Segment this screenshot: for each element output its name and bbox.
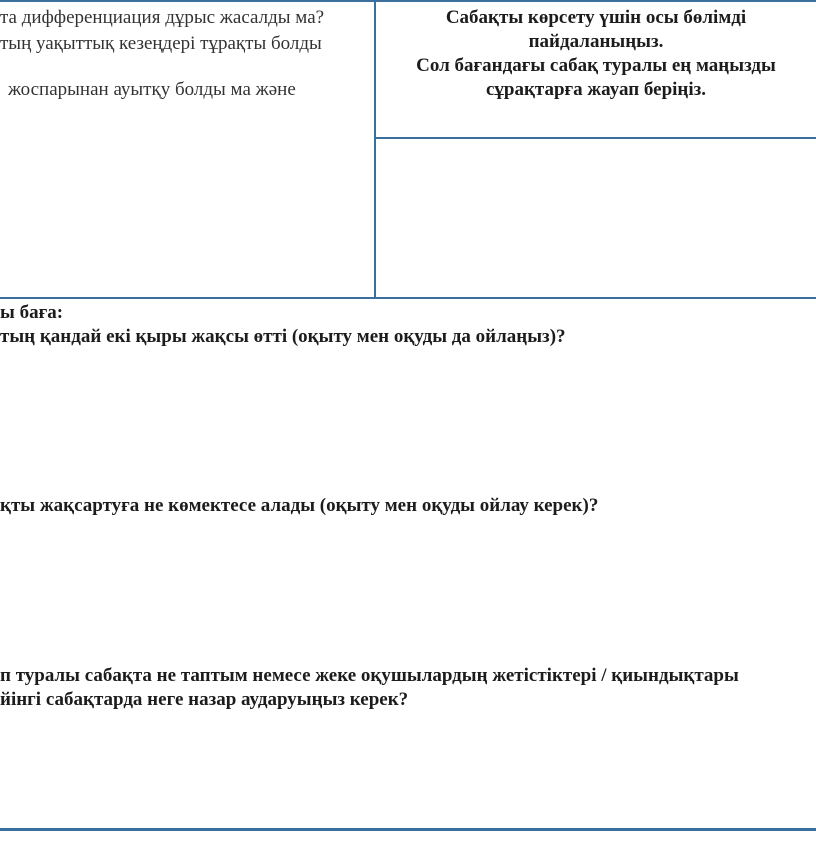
section-divider	[0, 297, 816, 299]
assessment-question-3-line-2: йінгі сабақтарда неге назар аударуыңыз керек?	[0, 689, 409, 710]
right-instruction-line-1: Сабақты көрсету үшін осы бөлімді	[445, 7, 747, 28]
reflection-question-plan: жоспарынан ауытқу болды ма және	[8, 79, 296, 100]
top-border	[0, 0, 816, 2]
reflection-question-differentiation: та дифференциация дұрыс жасалды ма?	[0, 7, 325, 28]
assessment-heading: ы баға:	[0, 302, 64, 323]
assessment-question-2: қты жақсартуға не көмектесе алады (оқыту мен оқуды ойлау керек)?	[0, 495, 599, 516]
reflection-question-time: тың уақыттық кезеңдері тұрақты болды	[0, 33, 322, 54]
right-cell-instructions	[376, 6, 816, 102]
bottom-border	[0, 828, 816, 831]
assessment-question-1: тың қандай екі қыры жақсы өтті (оқыту мен оқуды да ойлаңыз)?	[0, 326, 566, 347]
right-instruction-line-4: сұрақтарға жауап беріңіз.	[485, 79, 707, 100]
assessment-question-3-line-1: п туралы сабақта не таптым немесе жеке оқушылардың жетістіктері / қиындықтары	[0, 665, 739, 686]
right-instruction-line-2: пайдаланыңыз.	[528, 31, 664, 52]
right-cell-divider	[374, 137, 816, 139]
right-instruction-line-3: Сол бағандағы сабақ туралы ең маңызды	[416, 55, 776, 76]
